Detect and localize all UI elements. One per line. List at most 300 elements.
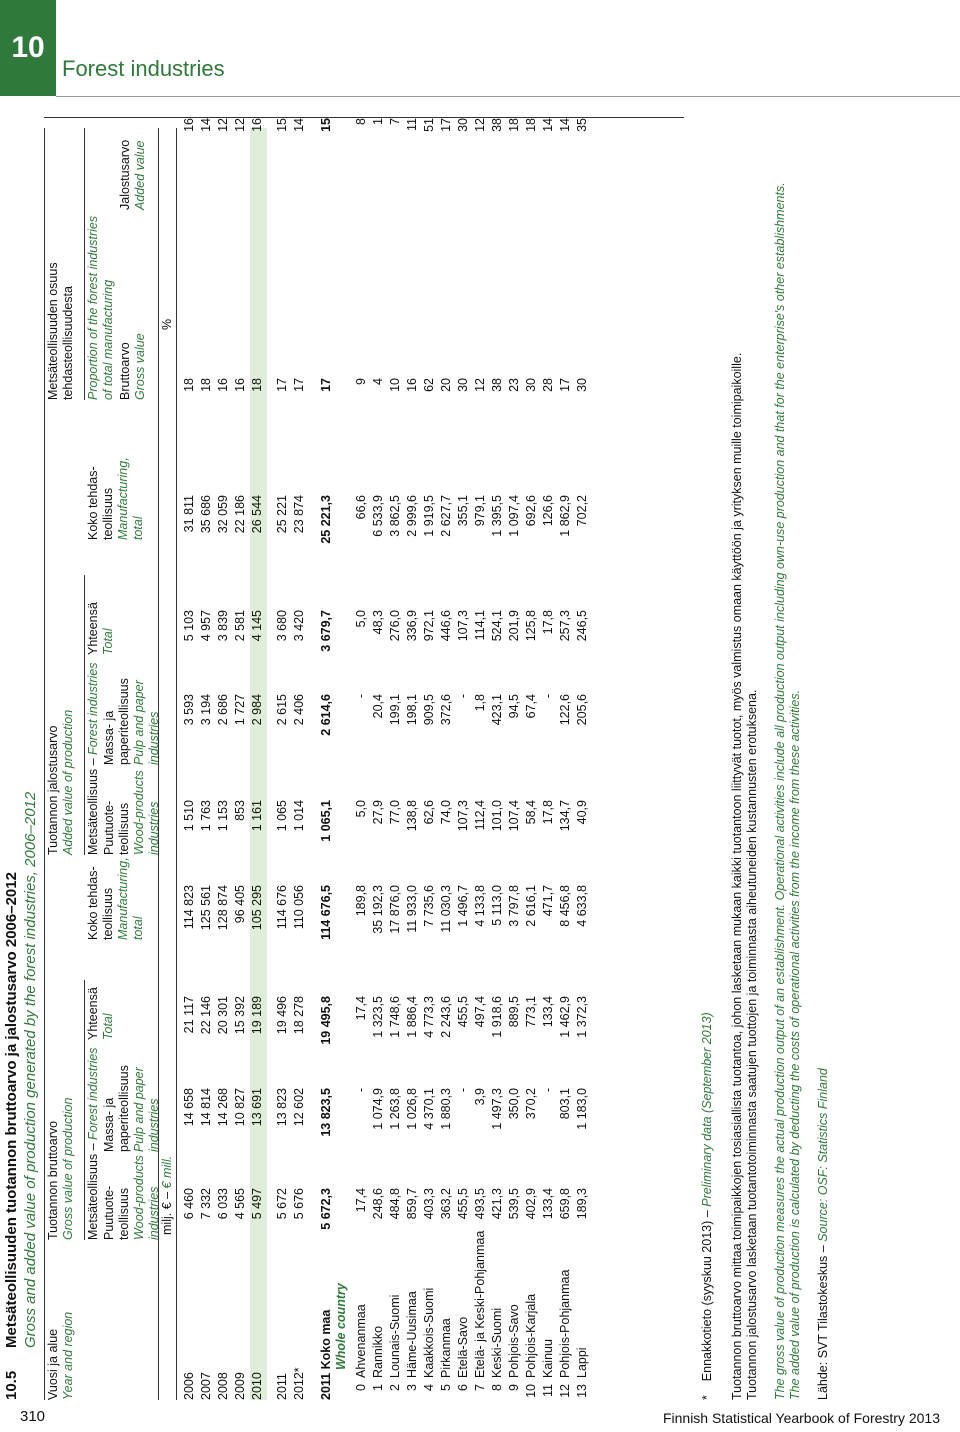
- wood-added-cell: 134,7: [558, 800, 572, 832]
- total-added-cell: 114,1: [473, 610, 487, 641]
- total-added-cell: 4 145: [250, 610, 264, 642]
- share-added-cell: 16: [250, 118, 264, 132]
- manu-added-cell: 22 186: [233, 495, 247, 534]
- pulp-gross-cell: 1 263,8: [388, 1088, 402, 1130]
- manu-added-cell: 2 627,7: [439, 495, 453, 537]
- total-gross-cell: 22 146: [199, 996, 213, 1035]
- manu-gross-cell: 3 797,8: [507, 885, 521, 927]
- region-name-cell: Häme-Uusimaa: [405, 1291, 419, 1378]
- pulp-added-cell: 3 194: [199, 694, 213, 726]
- wood-gross-cell: 363,2: [439, 1188, 453, 1220]
- wood-added-cell: 853: [233, 800, 247, 821]
- total-gross-cell: 1 918,6: [490, 996, 504, 1038]
- pulp-gross-cell: -: [541, 1088, 555, 1093]
- hdr-gross-forest: Metsäteollisuus – Forest industries: [86, 1047, 100, 1240]
- manu-added-cell: 1 395,5: [490, 495, 504, 537]
- manu-added-cell: 1 919,5: [422, 495, 436, 537]
- table-row-region: [558, 100, 575, 1400]
- share-added-cell: 15: [319, 118, 333, 132]
- region-name-cell: Kaakkois-Suomi: [422, 1287, 436, 1378]
- table-row: [216, 100, 233, 1400]
- table-row: [182, 100, 199, 1400]
- region-number-cell: 2: [388, 1384, 402, 1391]
- pulp-gross-cell: 12 602: [292, 1088, 306, 1127]
- pulp-added-cell: 3 593: [182, 694, 196, 726]
- hdr-added-total: Yhteensä Total: [86, 602, 115, 655]
- region-number-cell: 5: [439, 1384, 453, 1391]
- manu-added-cell: 35 686: [199, 495, 213, 534]
- manu-added-cell: 66,6: [354, 495, 368, 520]
- manu-added-cell: 25 221: [275, 495, 289, 534]
- pulp-gross-cell: 13 823,5: [319, 1088, 333, 1137]
- book-title: Finnish Statistical Yearbook of Forestry 2013: [662, 1410, 940, 1426]
- share-added-cell: 18: [524, 118, 538, 132]
- wood-added-cell: 1 510: [182, 800, 196, 832]
- share-gross-cell: 20: [439, 378, 453, 392]
- pulp-gross-cell: 1 074,9: [371, 1088, 385, 1130]
- rule-top: [44, 128, 45, 1400]
- region-name-cell: Lounais-Suomi: [388, 1294, 402, 1378]
- share-gross-cell: 30: [456, 378, 470, 392]
- wood-gross-cell: 6 460: [182, 1188, 196, 1220]
- region-number-cell: 13: [575, 1384, 589, 1398]
- pulp-added-cell: -: [456, 694, 470, 699]
- total-gross-cell: 15 392: [233, 996, 247, 1035]
- pulp-added-cell: 2 615: [275, 694, 289, 726]
- pulp-gross-cell: 13 691: [250, 1088, 264, 1127]
- table-row: [250, 100, 267, 1400]
- total-gross-cell: 21 117: [182, 996, 196, 1034]
- table-row: [275, 100, 292, 1400]
- manu-gross-cell: 4 633,8: [575, 885, 589, 927]
- pulp-gross-cell: 350,0: [507, 1088, 521, 1120]
- wood-gross-cell: 7 332: [199, 1188, 213, 1220]
- region-name-cell: Pohjois-Karjala: [524, 1293, 538, 1378]
- table-row-region: [422, 100, 439, 1400]
- note-fi-2: Tuotannon jalostusarvo lasketaan tuotantotoiminnasta saatujen tuottojen ja toiminnasta aiheutuneiden kustannusten erotuksena.: [745, 689, 759, 1400]
- wood-added-cell: 1 153: [216, 800, 230, 832]
- wood-gross-cell: 5 676: [292, 1188, 306, 1220]
- region-name-cell: Kainuu: [541, 1339, 555, 1378]
- total-gross-cell: 1 886,4: [405, 996, 419, 1038]
- share-gross-cell: 17: [319, 378, 333, 392]
- manu-gross-cell: 96 405: [233, 885, 247, 924]
- table-title: [3, 872, 20, 1400]
- wood-added-cell: 77,0: [388, 800, 402, 825]
- year-cell: 2008: [216, 1372, 230, 1400]
- share-added-cell: 18: [507, 118, 521, 132]
- hdr-gross-wood: Puutuote- teollisuus Wood-products industries: [102, 1155, 161, 1240]
- manu-added-cell: 6 533,9: [371, 495, 385, 537]
- region-name-cell: Etelä-Savo: [456, 1316, 470, 1378]
- pulp-added-cell: 205,6: [575, 694, 589, 726]
- share-added-cell: 17: [439, 118, 453, 132]
- wood-added-cell: 107,3: [456, 800, 470, 832]
- share-added-cell: 51: [422, 118, 436, 132]
- pulp-gross-cell: -: [354, 1088, 368, 1093]
- share-added-cell: 12: [473, 118, 487, 132]
- chapter-title: Forest industries: [62, 56, 225, 81]
- pulp-gross-cell: 370,2: [524, 1088, 538, 1120]
- hdr-gross-pulp: Massa- ja paperiteollisuus Pulp and paper industries: [102, 1065, 161, 1152]
- rule-gross-forest: [84, 980, 85, 1240]
- table-row-region: [388, 100, 405, 1400]
- hdr-added-wood: Puutuote- teollisuus Wood-products industries: [102, 770, 161, 855]
- share-added-cell: 15: [275, 118, 289, 132]
- wood-added-cell: 107,4: [507, 800, 521, 832]
- manu-gross-cell: 35 192,3: [371, 885, 385, 934]
- manu-gross-cell: 114 676,5: [319, 885, 333, 940]
- hdr-gross-total: Yhteensä Total: [86, 987, 115, 1040]
- table-row-region: [371, 100, 388, 1400]
- table-end-rule: [44, 117, 684, 118]
- wood-added-cell: 1 014: [292, 800, 306, 832]
- pulp-added-cell: 67,4: [524, 694, 538, 719]
- rule-body: [176, 128, 177, 1400]
- wood-added-cell: 1 161: [250, 800, 264, 832]
- wood-gross-cell: 484,8: [388, 1188, 402, 1220]
- hdr-added-pulp: Massa- ja paperiteollisuus Pulp and paper industries: [102, 678, 161, 765]
- region-number-cell: 9: [507, 1384, 521, 1391]
- region-name-cell: Lappi: [575, 1347, 589, 1378]
- note-en-1: The gross value of production measures the actual production output of an establishment. Operational activities include all production output including own-use production and that for the enterprise's other establishments.: [773, 182, 787, 1400]
- total-gross-cell: 455,5: [456, 996, 470, 1028]
- year-cell: 2010: [250, 1372, 264, 1400]
- region-name-cell: Rannikko: [371, 1325, 385, 1378]
- table-row-region: [507, 100, 524, 1400]
- share-gross-cell: 16: [216, 378, 230, 392]
- region-name-cell: Pirkanmaa: [439, 1318, 453, 1378]
- wood-added-cell: 27,9: [371, 800, 385, 825]
- share-gross-cell: 18: [199, 378, 213, 392]
- wood-added-cell: 5,0: [354, 800, 368, 818]
- pulp-added-cell: 2 614,6: [319, 694, 333, 736]
- region-number-cell: 12: [558, 1384, 572, 1398]
- pulp-gross-cell: 4 370,1: [422, 1088, 436, 1130]
- header-rule: [56, 96, 960, 97]
- share-added-cell: 16: [182, 118, 196, 132]
- wood-gross-cell: 133,4: [541, 1188, 555, 1220]
- wood-gross-cell: 17,4: [354, 1188, 368, 1213]
- pulp-gross-cell: 3,9: [473, 1088, 487, 1106]
- share-added-cell: 12: [233, 118, 247, 132]
- region-number-cell: 6: [456, 1384, 470, 1391]
- total-added-cell: 201,9: [507, 610, 521, 642]
- chapter-number: 10: [11, 31, 45, 64]
- share-gross-cell: 10: [388, 378, 402, 392]
- wood-added-cell: 1 763: [199, 800, 213, 832]
- total-gross-cell: 17,4: [354, 996, 368, 1021]
- total-added-cell: 446,6: [439, 610, 453, 642]
- manu-gross-cell: 189,8: [354, 885, 368, 917]
- whole-country-label: Whole country: [334, 1283, 348, 1370]
- region-number-cell: 0: [354, 1384, 368, 1391]
- total-gross-cell: 1 462,9: [558, 996, 572, 1038]
- share-gross-cell: 62: [422, 378, 436, 392]
- manu-gross-cell: 2 616,1: [524, 885, 538, 927]
- pulp-added-cell: -: [354, 694, 368, 699]
- total-added-cell: 107,3: [456, 610, 470, 642]
- pct-label: %: [160, 318, 174, 330]
- manu-added-cell: 1 862,9: [558, 495, 572, 537]
- region-number-cell: 10: [524, 1384, 538, 1398]
- total-gross-cell: 19 495,8: [319, 996, 333, 1045]
- year-cell: 2012*: [292, 1367, 306, 1400]
- manu-gross-cell: 110 056: [292, 885, 306, 930]
- manu-gross-cell: 5 113,0: [490, 885, 504, 926]
- page-number: 310: [20, 1408, 46, 1425]
- share-added-cell: 14: [292, 118, 306, 132]
- rotated-table: [0, 100, 880, 1400]
- wood-gross-cell: 859,7: [405, 1188, 419, 1220]
- total-label-cell: 2011 Koko maa: [319, 1309, 333, 1400]
- total-gross-cell: 889,5: [507, 996, 521, 1028]
- rule-added-forest: [84, 575, 85, 855]
- pulp-added-cell: 122,6: [558, 694, 572, 726]
- manu-gross-cell: 17 876,0: [388, 885, 402, 934]
- share-added-cell: 12: [216, 118, 230, 132]
- share-added-cell: 30: [456, 118, 470, 132]
- share-gross-cell: 9: [354, 378, 368, 385]
- wood-gross-cell: 189,3: [575, 1188, 589, 1220]
- wood-added-cell: 62,6: [422, 800, 436, 825]
- region-number-cell: 3: [405, 1384, 419, 1391]
- pulp-added-cell: 1 727: [233, 694, 247, 726]
- share-gross-cell: 18: [182, 378, 196, 392]
- manu-gross-cell: 114 676: [275, 885, 289, 930]
- region-name-cell: Ahvenanmaa: [354, 1304, 368, 1378]
- share-gross-cell: 28: [541, 378, 555, 392]
- share-added-cell: 14: [199, 118, 213, 132]
- total-added-cell: 48,3: [371, 610, 385, 635]
- hdr-share-en: Proportion of the forest industries of total manufacturing: [86, 215, 115, 400]
- share-gross-cell: 16: [233, 378, 247, 392]
- unit-label: milj. € – € mill.: [160, 1155, 174, 1235]
- total-gross-cell: 133,4: [541, 996, 555, 1028]
- manu-added-cell: 702,2: [575, 495, 589, 527]
- wood-gross-cell: 659,8: [558, 1188, 572, 1220]
- manu-gross-cell: 125 561: [199, 885, 213, 931]
- wood-gross-cell: 6 033: [216, 1188, 230, 1220]
- total-added-cell: 257,3: [558, 610, 572, 642]
- total-gross-cell: 497,4: [473, 996, 487, 1028]
- wood-gross-cell: 5 672,3: [319, 1188, 333, 1230]
- total-added-cell: 125,8: [524, 610, 538, 642]
- wood-gross-cell: 403,3: [422, 1188, 436, 1220]
- share-added-cell: 38: [490, 118, 504, 132]
- region-number-cell: 11: [541, 1384, 555, 1397]
- share-added-cell: 35: [575, 118, 589, 132]
- table-row-region: [405, 100, 422, 1400]
- note-source: Lähde: SVT Tilastokeskus – Source: OSF: Statistics Finland: [816, 1068, 830, 1400]
- share-added-cell: 14: [558, 118, 572, 132]
- pulp-added-cell: 2 406: [292, 694, 306, 726]
- pulp-added-cell: 2 984: [250, 694, 264, 726]
- pulp-added-cell: 1,8: [473, 694, 487, 712]
- table-title-fi: Metsäteollisuuden tuotannon bruttoarvo ja jalostusarvo 2006–2012: [3, 872, 20, 1348]
- total-gross-cell: 18 278: [292, 996, 306, 1035]
- region-number-cell: 7: [473, 1384, 487, 1391]
- pulp-gross-cell: 14 268: [216, 1088, 230, 1127]
- wood-gross-cell: 402,9: [524, 1188, 538, 1220]
- wood-gross-cell: 493,5: [473, 1188, 487, 1220]
- wood-gross-cell: 248,6: [371, 1188, 385, 1220]
- total-gross-cell: 1 372,3: [575, 996, 589, 1038]
- manu-added-cell: 979,1: [473, 495, 487, 527]
- manu-gross-cell: 7 735,6: [422, 885, 436, 927]
- table-row-region: [524, 100, 541, 1400]
- share-gross-cell: 23: [507, 378, 521, 392]
- total-added-cell: 2 581: [233, 610, 247, 642]
- hdr-share-added: Jalostusarvo Added value: [118, 139, 147, 210]
- total-added-cell: 3 680: [275, 610, 289, 642]
- share-added-cell: 8: [354, 118, 368, 125]
- manu-added-cell: 1 097,4: [507, 495, 521, 537]
- wood-added-cell: 58,4: [524, 800, 538, 825]
- manu-added-cell: 126,6: [541, 495, 555, 527]
- wood-added-cell: 1 065,1: [319, 800, 333, 842]
- pulp-added-cell: 372,6: [439, 694, 453, 726]
- total-added-cell: 336,9: [405, 610, 419, 642]
- total-added-cell: 5 103: [182, 610, 196, 642]
- pulp-added-cell: 2 686: [216, 694, 230, 726]
- hdr-gross: Tuotannon bruttoarvo Gross value of production: [46, 1097, 75, 1240]
- region-name-cell: Etelä- ja Keski-Pohjanmaa: [473, 1230, 487, 1378]
- wood-added-cell: 40,9: [575, 800, 589, 825]
- year-cell: 2007: [199, 1372, 213, 1400]
- share-gross-cell: 17: [558, 378, 572, 392]
- pulp-added-cell: 909,5: [422, 694, 436, 726]
- manu-added-cell: 3 862,5: [388, 495, 402, 537]
- share-gross-cell: 38: [490, 378, 504, 392]
- manu-added-cell: 692,6: [524, 495, 538, 527]
- manu-added-cell: 32 059: [216, 495, 230, 534]
- hdr-share-gross: Bruttoarvo Gross value: [118, 333, 147, 400]
- share-added-cell: 1: [371, 118, 385, 125]
- pulp-added-cell: -: [541, 694, 555, 699]
- share-gross-cell: 4: [371, 378, 385, 385]
- wood-added-cell: 138,8: [405, 800, 419, 832]
- wood-gross-cell: 5 672: [275, 1188, 289, 1220]
- pulp-gross-cell: 1 026,8: [405, 1088, 419, 1130]
- year-cell: 2006: [182, 1372, 196, 1400]
- region-name-cell: Keski-Suomi: [490, 1307, 504, 1378]
- region-number-cell: 4: [422, 1384, 436, 1391]
- wood-added-cell: 1 065: [275, 800, 289, 832]
- pulp-gross-cell: -: [456, 1088, 470, 1093]
- total-added-cell: 3 420: [292, 610, 306, 642]
- manu-added-cell: 2 999,6: [405, 495, 419, 537]
- hdr-added-forest: Metsäteollisuus – Forest industries: [86, 662, 100, 855]
- pulp-added-cell: 94,5: [507, 694, 521, 719]
- pulp-gross-cell: 1 497,3: [490, 1088, 504, 1130]
- table-row-region: [439, 100, 456, 1400]
- year-cell: 2009: [233, 1372, 247, 1400]
- wood-added-cell: 17,8: [541, 800, 555, 825]
- table-row-whole-country: [334, 100, 351, 1400]
- manu-added-cell: 23 874: [292, 495, 306, 534]
- total-gross-cell: 2 243,6: [439, 996, 453, 1038]
- pulp-gross-cell: 10 827: [233, 1088, 247, 1127]
- wood-gross-cell: 5 497: [250, 1188, 264, 1220]
- pulp-gross-cell: 803,1: [558, 1088, 572, 1120]
- table-number: 10.5: [3, 1370, 20, 1400]
- share-added-cell: 14: [541, 118, 555, 132]
- share-added-cell: 7: [388, 118, 402, 125]
- total-gross-cell: 19 496: [275, 996, 289, 1035]
- region-name-cell: Pohjois-Savo: [507, 1304, 521, 1378]
- table-row-region: [473, 100, 490, 1400]
- wood-gross-cell: 455,5: [456, 1188, 470, 1220]
- manu-gross-cell: 114 823: [182, 885, 196, 930]
- table-row-region: [575, 100, 592, 1400]
- manu-added-cell: 25 221,3: [319, 495, 333, 544]
- wood-gross-cell: 421,3: [490, 1188, 504, 1220]
- table-row-region: [354, 100, 371, 1400]
- region-name-cell: Pohjois-Pohjanmaa: [558, 1269, 572, 1378]
- manu-gross-cell: 11 933,0: [405, 885, 419, 933]
- pulp-gross-cell: 1 183,0: [575, 1088, 589, 1130]
- pulp-gross-cell: 14 814: [199, 1088, 213, 1127]
- wood-gross-cell: 539,5: [507, 1188, 521, 1220]
- wood-gross-cell: 4 565: [233, 1188, 247, 1220]
- total-added-cell: 276,0: [388, 610, 402, 642]
- share-gross-cell: 17: [275, 378, 289, 392]
- note-prelim: * Ennakkotieto (syyskuu 2013) – Preliminary data (September 2013): [700, 1012, 714, 1400]
- manu-gross-cell: 1 496,7: [456, 885, 470, 927]
- manu-gross-cell: 128 874: [216, 885, 230, 931]
- pulp-added-cell: 199,1: [388, 694, 402, 726]
- chapter-tab: [0, 0, 56, 96]
- share-added-cell: 11: [405, 118, 419, 131]
- hdr-added: Tuotannon jalostusarvo Added value of production: [46, 709, 75, 855]
- manu-added-cell: 355,1: [456, 495, 470, 527]
- pulp-added-cell: 198,1: [405, 694, 419, 726]
- note-fi-1: Tuotannon bruttoarvo mittaa toimipaikkojen tosiasiallista tuotantoa, johon lasketaan mukaan kaikki tuotantoon liittyvät tuotot, myös valmistus omaan käyttöön ja yrityksen muille toimipaikoille.: [730, 352, 744, 1400]
- total-added-cell: 17,8: [541, 610, 555, 635]
- manu-gross-cell: 105 295: [250, 885, 264, 931]
- share-gross-cell: 12: [473, 378, 487, 392]
- table-row-region: [456, 100, 473, 1400]
- total-gross-cell: 1 748,6: [388, 996, 402, 1038]
- table-row: [233, 100, 250, 1400]
- total-added-cell: 246,5: [575, 610, 589, 642]
- total-added-cell: 524,1: [490, 610, 504, 642]
- pulp-gross-cell: 1 880,3: [439, 1088, 453, 1130]
- total-added-cell: 972,1: [422, 610, 436, 642]
- manu-gross-cell: 471,7: [541, 885, 555, 917]
- total-added-cell: 3 839: [216, 610, 230, 642]
- table-title-en: Gross and added value of production generated by the forest industries, 2006–2012: [22, 791, 39, 1348]
- region-number-cell: 8: [490, 1384, 504, 1391]
- table-row: [292, 100, 309, 1400]
- manu-gross-cell: 11 030,3: [439, 885, 453, 933]
- hdr-added-manu: Koko tehdas- teollisuus Manufacturing, total: [86, 457, 145, 540]
- pulp-added-cell: 20,4: [371, 694, 385, 719]
- share-gross-cell: 30: [524, 378, 538, 392]
- table-row: [199, 100, 216, 1400]
- pulp-gross-cell: 14 658: [182, 1088, 196, 1127]
- total-gross-cell: 20 301: [216, 996, 230, 1035]
- total-added-cell: 4 957: [199, 610, 213, 642]
- wood-added-cell: 112,4: [473, 800, 487, 831]
- total-gross-cell: 1 323,5: [371, 996, 385, 1038]
- share-gross-cell: 16: [405, 378, 419, 392]
- manu-added-cell: 26 544: [250, 495, 264, 534]
- share-gross-cell: 30: [575, 378, 589, 392]
- wood-added-cell: 101,0: [490, 800, 504, 832]
- manu-added-cell: 31 811: [182, 495, 196, 533]
